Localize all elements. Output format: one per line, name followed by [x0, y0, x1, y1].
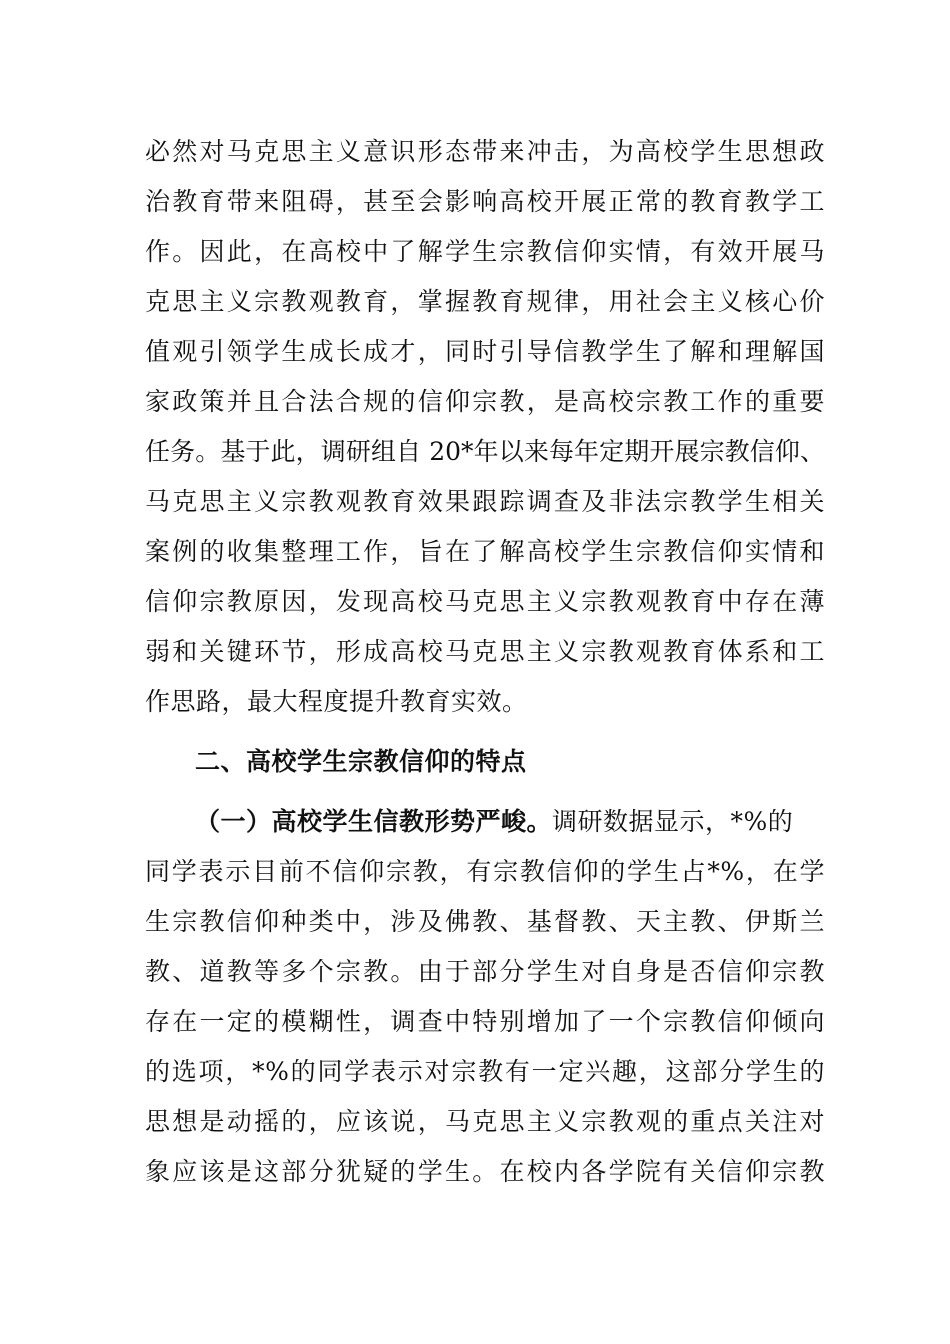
lead-rest-text: 调研数据显示，*%的 [552, 807, 794, 836]
paragraph-line: 的选项，*%的同学表示对宗教有一定兴趣，这部分学生的 [145, 1057, 825, 1086]
paragraph-line: 同学表示目前不信仰宗教，有宗教信仰的学生占*%，在学 [145, 857, 825, 886]
paragraph-line: 存在一定的模糊性，调查中特别增加了一个宗教信仰倾向 [145, 1007, 825, 1036]
paragraph-line: 治教育带来阻碍，甚至会影响高校开展正常的教育教学工 [145, 187, 825, 216]
section-heading: 二、高校学生宗教信仰的特点 [195, 747, 527, 776]
paragraph-line: 克思主义宗教观教育，掌握教育规律，用社会主义核心价 [145, 287, 825, 316]
paragraph-line: 信仰宗教原因，发现高校马克思主义宗教观教育中存在薄 [145, 587, 825, 616]
paragraph-line: 任务。基于此，调研组自 20*年以来每年定期开展宗教信仰、 [145, 437, 825, 466]
paragraph-lead-line [195, 797, 825, 847]
paragraph-line: 象应该是这部分犹疑的学生。在校内各学院有关信仰宗教 [145, 1157, 825, 1186]
paragraph-line: 家政策并且合法合规的信仰宗教，是高校宗教工作的重要 [145, 387, 825, 416]
paragraph-line: 作。因此，在高校中了解学生宗教信仰实情，有效开展马 [145, 237, 825, 266]
lead-bold-text: （一）高校学生信教形势严峻。 [195, 807, 553, 836]
paragraph-line: 教、道教等多个宗教。由于部分学生对自身是否信仰宗教 [145, 957, 825, 986]
paragraph-line: 作思路，最大程度提升教育实效。 [145, 687, 528, 716]
paragraph-line: 马克思主义宗教观教育效果跟踪调查及非法宗教学生相关 [145, 487, 825, 516]
paragraph-line: 值观引领学生成长成才，同时引导信教学生了解和理解国 [145, 337, 825, 366]
paragraph-line: 弱和关键环节，形成高校马克思主义宗教观教育体系和工 [145, 637, 825, 666]
paragraph-line: 必然对马克思主义意识形态带来冲击，为高校学生思想政 [145, 137, 825, 166]
paragraph-line: 思想是动摇的，应该说，马克思主义宗教观的重点关注对 [145, 1107, 825, 1136]
paragraph-line: 案例的收集整理工作，旨在了解高校学生宗教信仰实情和 [145, 537, 825, 566]
paragraph-line: 生宗教信仰种类中，涉及佛教、基督教、天主教、伊斯兰 [145, 907, 825, 936]
